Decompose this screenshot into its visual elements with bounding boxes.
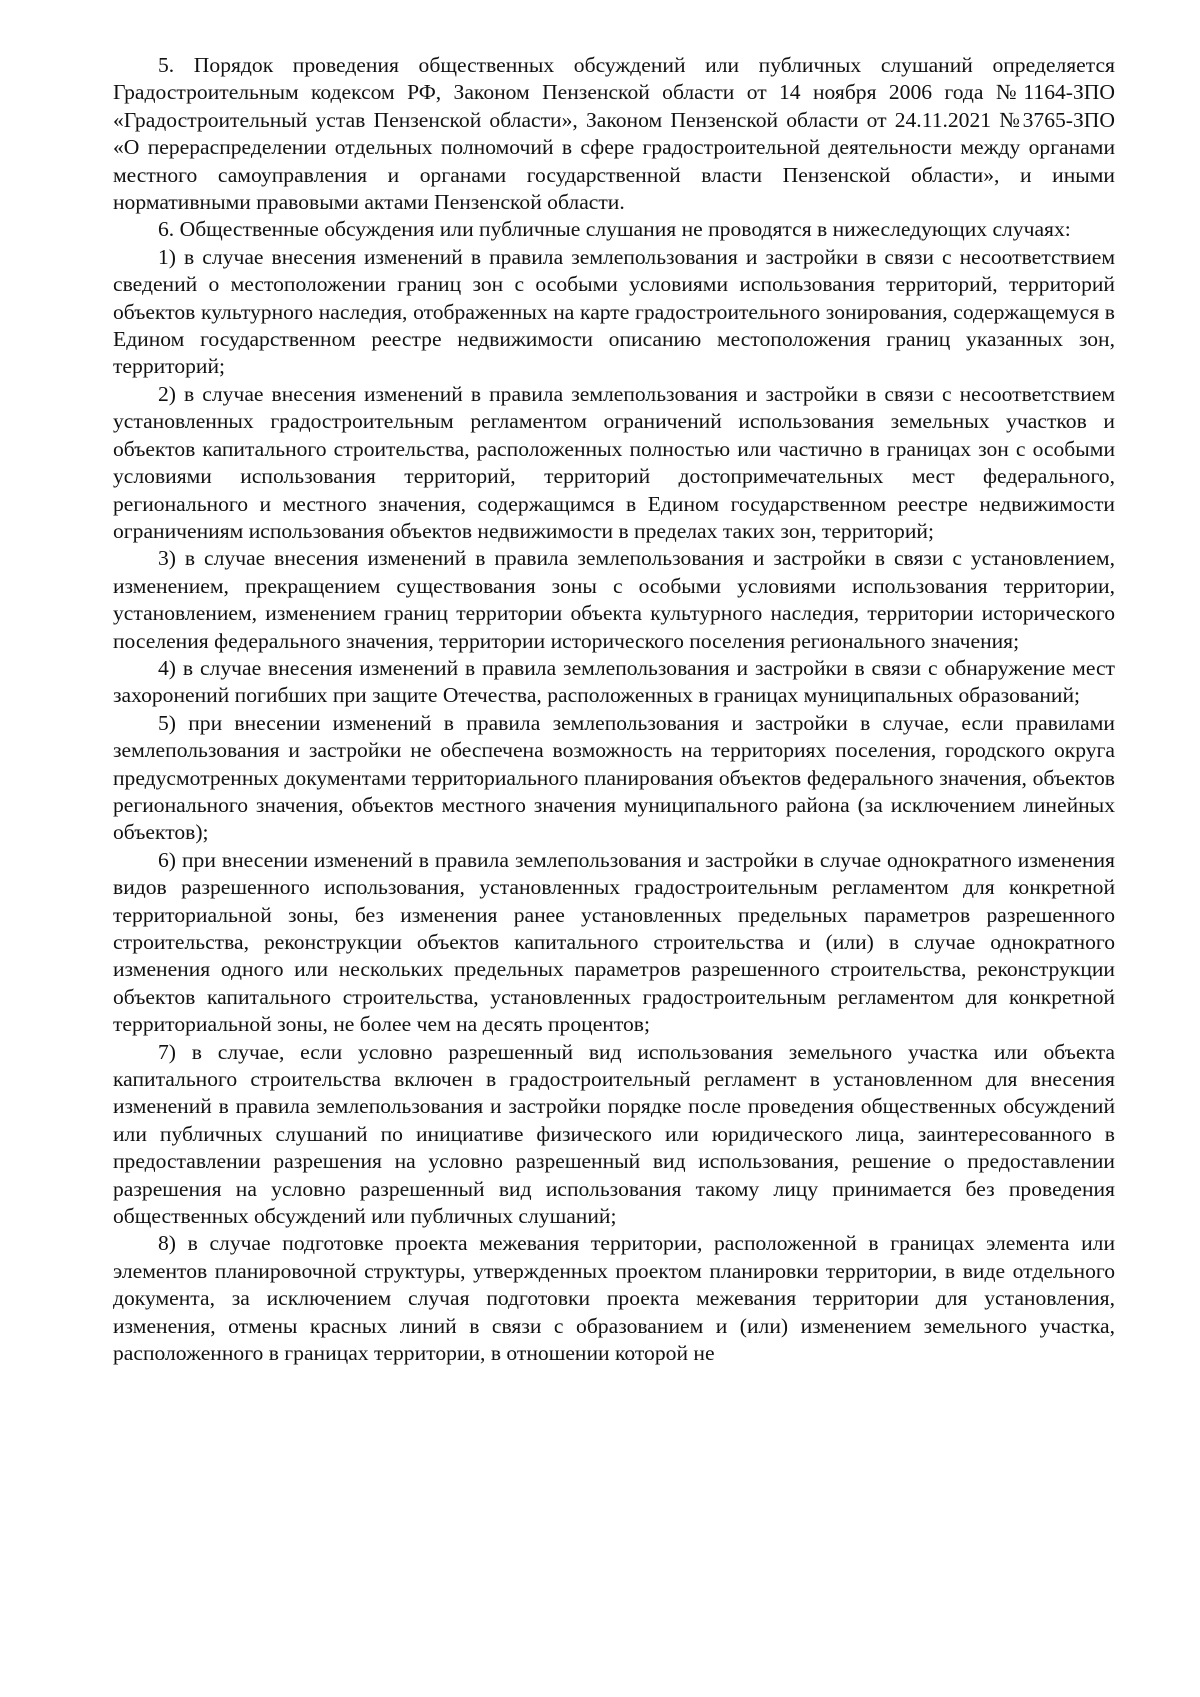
list-item-8: 8) в случае подготовке проекта межевания территории, расположенной в границах элемента или элементов планировочной структуры, утвержденных проектом планировки территории, в виде отдельного документа, за исключением случая подготовки проекта межевания территории для установления, изменения, отмены красных линий в связи с образованием и (или) изменением земельного участка, расположенного в границах территории, в отношении которой не <box>113 1231 1115 1366</box>
list-item-5: 5) при внесении изменений в правила землепользования и застройки в случае, если правилами землепользования и застройки не обеспечена возможность на территориях поселения, городского округа предусмотренных документами территориального планирования объектов федерального значения, объектов регионального значения, объектов местного значения муниципального района (за исключением линейных объектов); <box>113 710 1115 845</box>
paragraph-5: 5. Порядок проведения общественных обсуждений или публичных слушаний определяется Градостроительным кодексом РФ, Законом Пензенской области от 14 ноября 2006 года №1164-ЗПО «Градостроительный устав Пензенской области», Законом Пензенской области от 24.11.2021 №3765-ЗПО «О перераспределении отдельных полномочий в сфере градостроительной деятельности между органами местного самоуправления и органами государственной власти Пензенской области», и иными нормативными правовыми актами Пензенской области. <box>113 53 1115 215</box>
list-item-6: 6) при внесении изменений в правила землепользования и застройки в случае однократного изменения видов разрешенного использования, установленных градостроительным регламентом для конкретной территориальной зоны, без изменения ранее установленных предельных параметров разрешенного строительства, реконструкции объектов капитального строительства и (или) в случае однократного изменения одного или нескольких предельных параметров разрешенного строительства, реконструкции объектов капитального строительства, установленных градостроительным регламентом для конкретной территориальной зоны, не более чем на десять процентов; <box>113 847 1115 1037</box>
list-item-2: 2) в случае внесения изменений в правила землепользования и застройки в связи с несоответствием установленных градостроительным регламентом ограничений использования земельных участков и объектов капитального строительства, расположенных полностью или частично в границах зон с особыми условиями использования территорий, территорий достопримечательных мест федерального, регионального и местного значения, содержащимся в Едином государственном реестре недвижимости ограничениям использования объектов недвижимости в пределах таких зон, территорий; <box>113 381 1115 543</box>
paragraph-6: 6. Общественные обсуждения или публичные слушания не проводятся в нижеследующих случаях: <box>158 217 1071 242</box>
list-item-4: 4) в случае внесения изменений в правила землепользования и застройки в связи с обнаружение мест захоронений погибших при защите Отечества, расположенных в границах муниципальных образований; <box>113 655 1115 708</box>
list-item-1: 1) в случае внесения изменений в правила землепользования и застройки в связи с несоответствием сведений о местоположении границ зон с особыми условиями использования территорий, территорий объектов культурного наследия, отображенных на карте градостроительного зонирования, содержащемуся в Едином государственном реестре недвижимости описанию местоположения границ указанных зон, территорий; <box>113 244 1115 379</box>
document-page <box>113 52 1115 1368</box>
list-item-7: 7) в случае, если условно разрешенный вид использования земельного участка или объекта капитального строительства включен в градостроительный регламент в установленном для внесения изменений в правила землепользования и застройки порядке после проведения общественных обсуждений или публичных слушаний по инициативе физического или юридического лица, заинтересованного в предоставлении разрешения на условно разрешенный вид использования, решение о предоставлении разрешения на условно разрешенный вид использования такому лицу принимается без проведения общественных обсуждений или публичных слушаний; <box>113 1039 1115 1229</box>
list-item-3: 3) в случае внесения изменений в правила землепользования и застройки в связи с установлением, изменением, прекращением существования зоны с особыми условиями использования территории, установлением, изменением границ территории объекта культурного наследия, территории исторического поселения федерального значения, территории исторического поселения регионального значения; <box>113 546 1115 653</box>
